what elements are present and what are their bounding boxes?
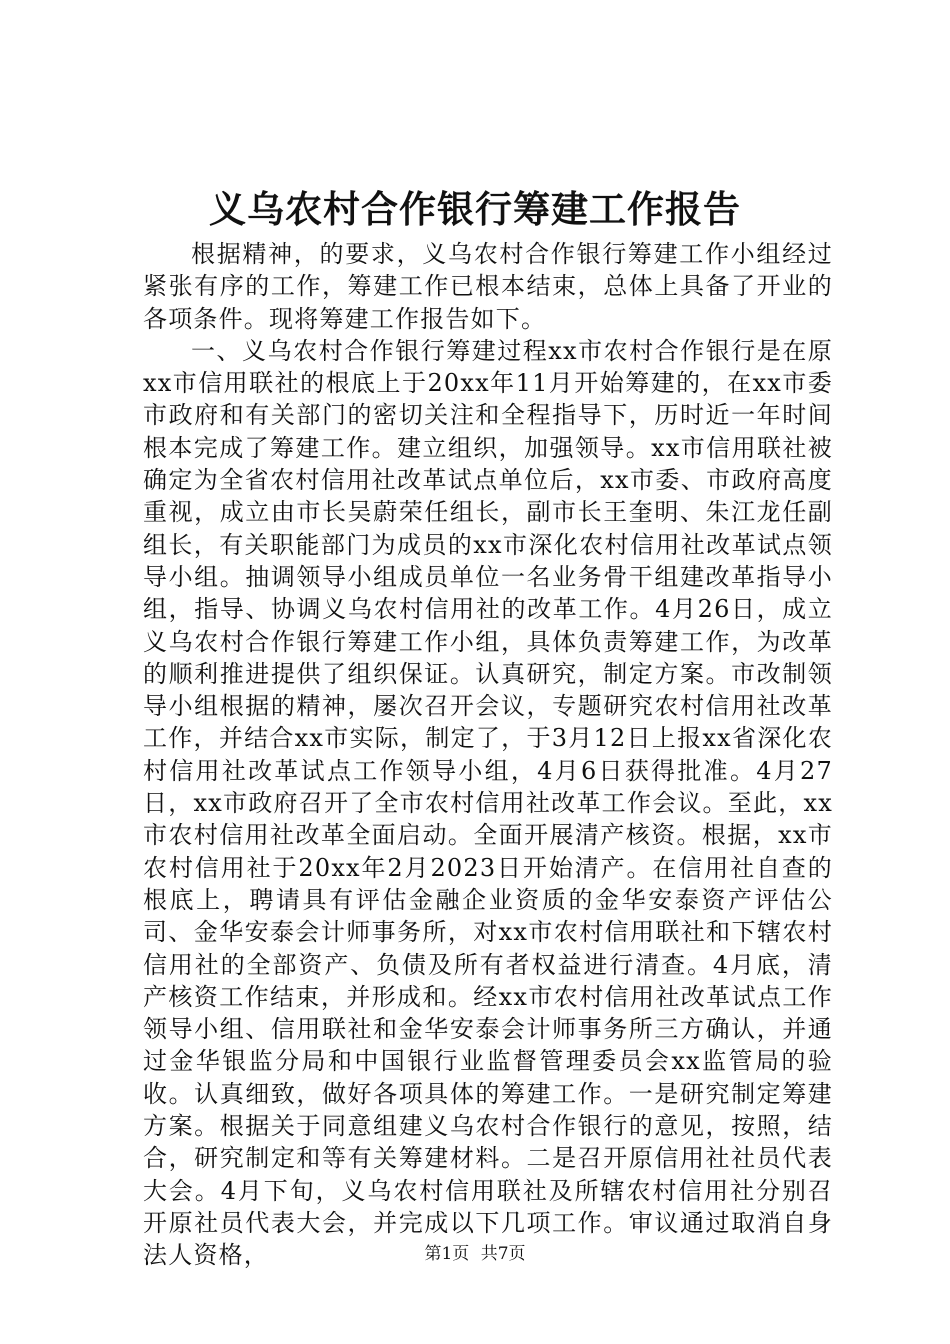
document-body [143,238,833,1272]
paragraph-intro: 根据精神，的要求，义乌农村合作银行筹建工作小组经过紧张有序的工作，筹建工作已根本结束，总体上具备了开业的各项条件。现将筹建工作报告如下。 [143,240,833,333]
document-title: 义乌农村合作银行筹建工作报告 [209,187,741,231]
paragraph-section-1: 一、义乌农村合作银行筹建过程xx市农村合作银行是在原xx市信用联社的根底上于20xx年11月开始筹建的，在xx市委市政府和有关部门的密切关注和全程指导下，历时近一年时间根本完成了筹建工作。建立组织，加强领导。xx市信用联社被确定为全省农村信用社改革试点单位后，xx市委、市政府高度重视，成立由市长吴蔚荣任组长，副市长王奎明、朱江龙任副组长，有关职能部门为成员的xx市深化农村信用社改革试点领导小组。抽调领导小组成员单位一名业务骨干组建改革指导小组，指导、协调义乌农村信用社的改革工作。4月26日，成立义乌农村合作银行筹建工作小组，具体负责筹建工作，为改革的顺利推进提供了组织保证。认真研究，制定方案。市改制领导小组根据的精神，屡次召开会议，专题研究农村信用社改革工作，并结合xx市实际，制定了，于3月12日上报xx省深化农村信用社改革试点工作领导小组，4月6日获得批准。4月27日，xx市政府召开了全市农村信用社改革工作会议。至此，xx市农村信用社改革全面启动。全面开展清产核资。根据，xx市农村信用社于20xx年2月2023日开始清产。在信用社自查的根底上，聘请具有评估金融企业资质的金华安泰资产评估公司、金华安泰会计师事务所，对xx市农村信用联社和下辖农村信用社的全部资产、负债及所有者权益进行清查。4月底，清产核资工作结束，并形成和。经xx市农村信用社改革试点工作领导小组、信用联社和金华安泰会计师事务所三方确认，并通过金华银监分局和中国银行业监督管理委员会xx监管局的验收。认真细致，做好各项具体的筹建工作。一是研究制定筹建方案。根据关于同意组建义乌农村合作银行的意见，按照，结合，研究制定和等有关筹建材料。二是召开原信用社社员代表大会。4月下旬，义乌农村信用联社及所辖农村信用社分别召开原社员代表大会，并完成以下几项工作。审议通过取消自身法人资格， [143,336,833,1270]
page-footer [0,1242,950,1266]
page-number-total: 共7页 [480,1244,526,1264]
page-number-current: 第1页 [424,1244,470,1264]
